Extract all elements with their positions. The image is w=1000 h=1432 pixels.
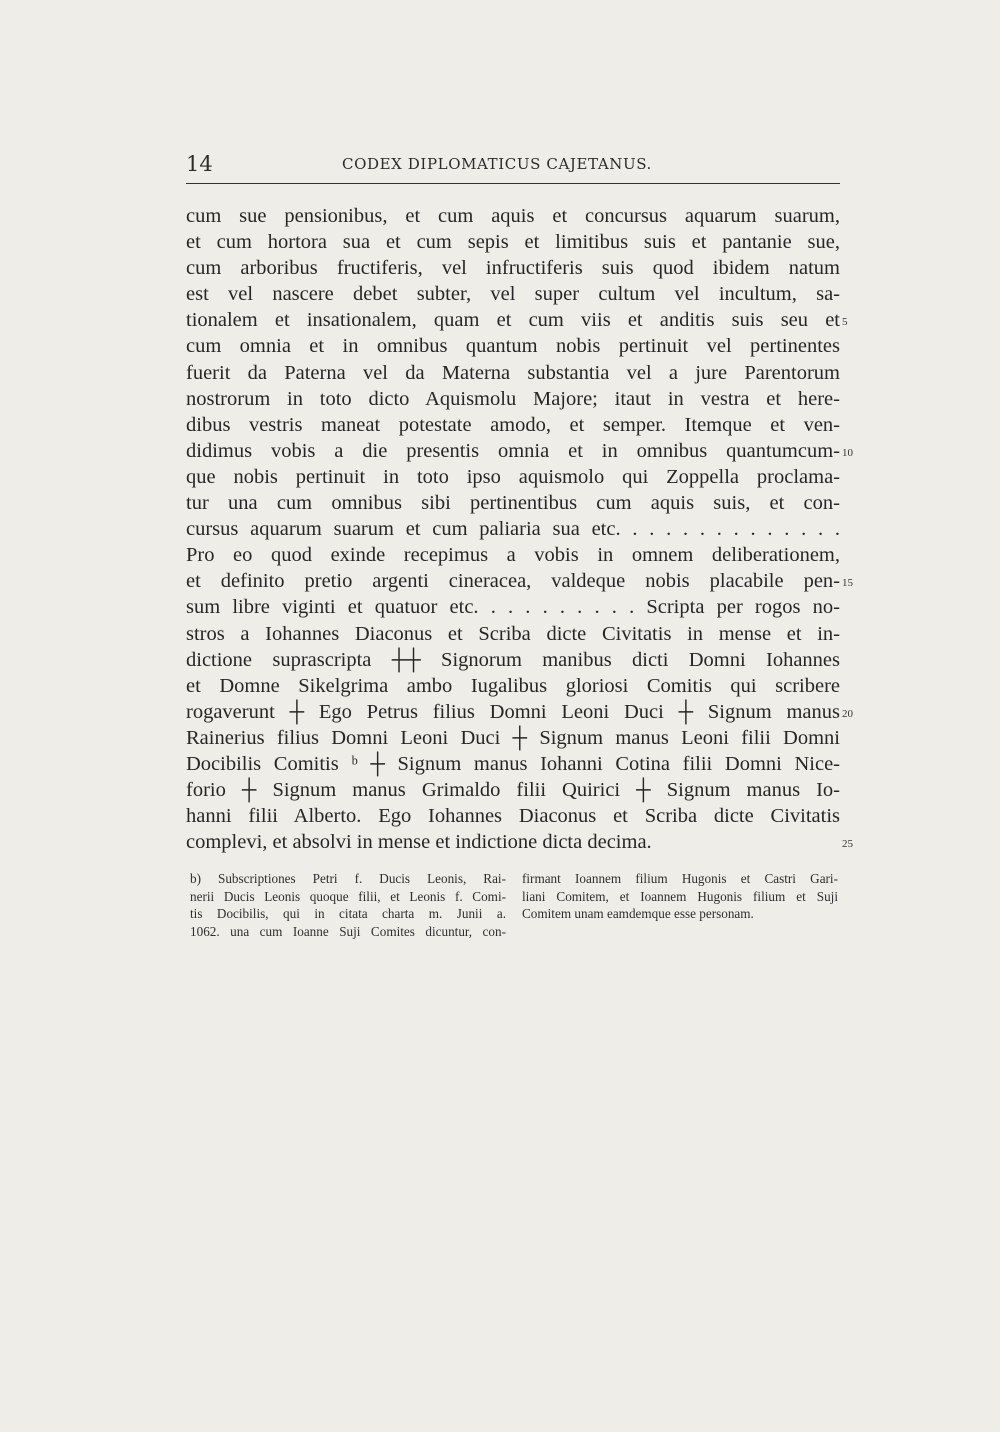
text-line: cum sue pensionibus, et cum aquis et concursus aquarum suarum, — [186, 205, 840, 227]
footnote-column-right — [522, 870, 838, 923]
footnote-line: nerii Ducis Leonis quoque filii, et Leonis f. Comi- — [190, 888, 506, 904]
text-line: dibus vestris maneat potestate amodo, et semper. Itemque et ven- — [186, 413, 840, 436]
page-header — [186, 152, 840, 182]
footnote-line: Comitem unam eamdemque esse personam. — [522, 906, 754, 921]
main-text — [186, 203, 840, 855]
text-line: tur una cum omnibus sibi pertinentibus cum aquis suis, et con- — [186, 492, 840, 515]
text-line: sum libre viginti et quatuor etc. . . . . . . . . . Scripta per rogos no- — [186, 596, 840, 619]
text-line: que nobis pertinuit in toto ipso aquismolo qui Zoppella proclama- — [186, 465, 840, 488]
text-line: stros a Iohannes Diaconus et Scriba dicte Civitatis in mense et in- — [186, 622, 840, 645]
text-line: cum arboribus fructiferis, vel infructiferis suis quod ibidem natum — [186, 257, 840, 280]
text-line: rogaverunt ┼ Ego Petrus filius Domni Leoni Duci ┼ Signum manus — [186, 700, 840, 723]
text-line: cum omnia et in omnibus quantum nobis pertinuit vel pertinentes — [186, 335, 840, 358]
footnote-line: liani Comitem, et Ioannem Hugonis filium et Suji — [522, 888, 838, 904]
footnote-line: 1062. una cum Ioanne Suji Comites dicuntur, con- — [190, 923, 506, 939]
text-line: dictione suprascripta ┼┼ Signorum manibus dicti Domni Iohannes — [186, 648, 840, 671]
text-line: fuerit da Paterna vel da Materna substantia vel a jure Parentorum — [186, 361, 840, 384]
text-line: tionalem et insationalem, quam et cum viis et anditis suis seu et — [186, 309, 840, 332]
page-number: 14 — [186, 152, 213, 176]
text-line: Rainerius filius Domni Leoni Duci ┼ Signum manus Leoni filii Domni — [186, 726, 840, 749]
text-line: complevi, et absolvi in mense et indictione dicta decima. — [186, 831, 652, 854]
text-line: et Domne Sikelgrima ambo Iugalibus gloriosi Comitis qui scribere — [186, 674, 840, 697]
text-line: est vel nascere debet subter, vel super cultum vel incultum, sa- — [186, 283, 840, 306]
running-title: CODEX DIPLOMATICUS CAJETANUS. — [342, 155, 652, 173]
text-line: et definito pretio argenti cineracea, valdeque nobis placabile pen- — [186, 570, 840, 593]
line-number: 25 — [842, 838, 853, 851]
text-line: didimus vobis a die presentis omnia et in omnibus quantumcum- — [186, 439, 840, 462]
footnote-column-left — [190, 870, 506, 940]
footnote-line: firmant Ioannem filium Hugonis et Castri Gari- — [522, 871, 838, 886]
text-line: cursus aquarum suarum et cum paliaria sua etc. . . . . . . . . . . . . . — [186, 518, 840, 541]
text-line: et cum hortora sua et cum sepis et limitibus suis et pantanie sue, — [186, 231, 840, 254]
text-line: nostrorum in toto dicto Aquismolu Majore; itaut in vestra et here- — [186, 387, 840, 410]
footnote-line: b) Subscriptiones Petri f. Ducis Leonis, Rai- — [190, 871, 506, 886]
line-number: 10 — [842, 446, 853, 459]
line-number: 20 — [842, 707, 853, 720]
footnote-line: tis Docibilis, qui in citata charta m. Junii a. — [190, 906, 506, 921]
line-number: 5 — [842, 316, 848, 329]
text-line: forio ┼ Signum manus Grimaldo filii Quirici ┼ Signum manus Io- — [186, 779, 840, 802]
header-rule — [186, 183, 840, 184]
text-line: Pro eo quod exinde recepimus a vobis in omnem deliberationem, — [186, 544, 840, 567]
text-line: hanni filii Alberto. Ego Iohannes Diaconus et Scriba dicte Civitatis — [186, 805, 840, 828]
line-number: 15 — [842, 577, 853, 590]
text-line: Docibilis Comitis ᵇ ┼ Signum manus Iohanni Cotina filii Domni Nice- — [186, 752, 840, 775]
